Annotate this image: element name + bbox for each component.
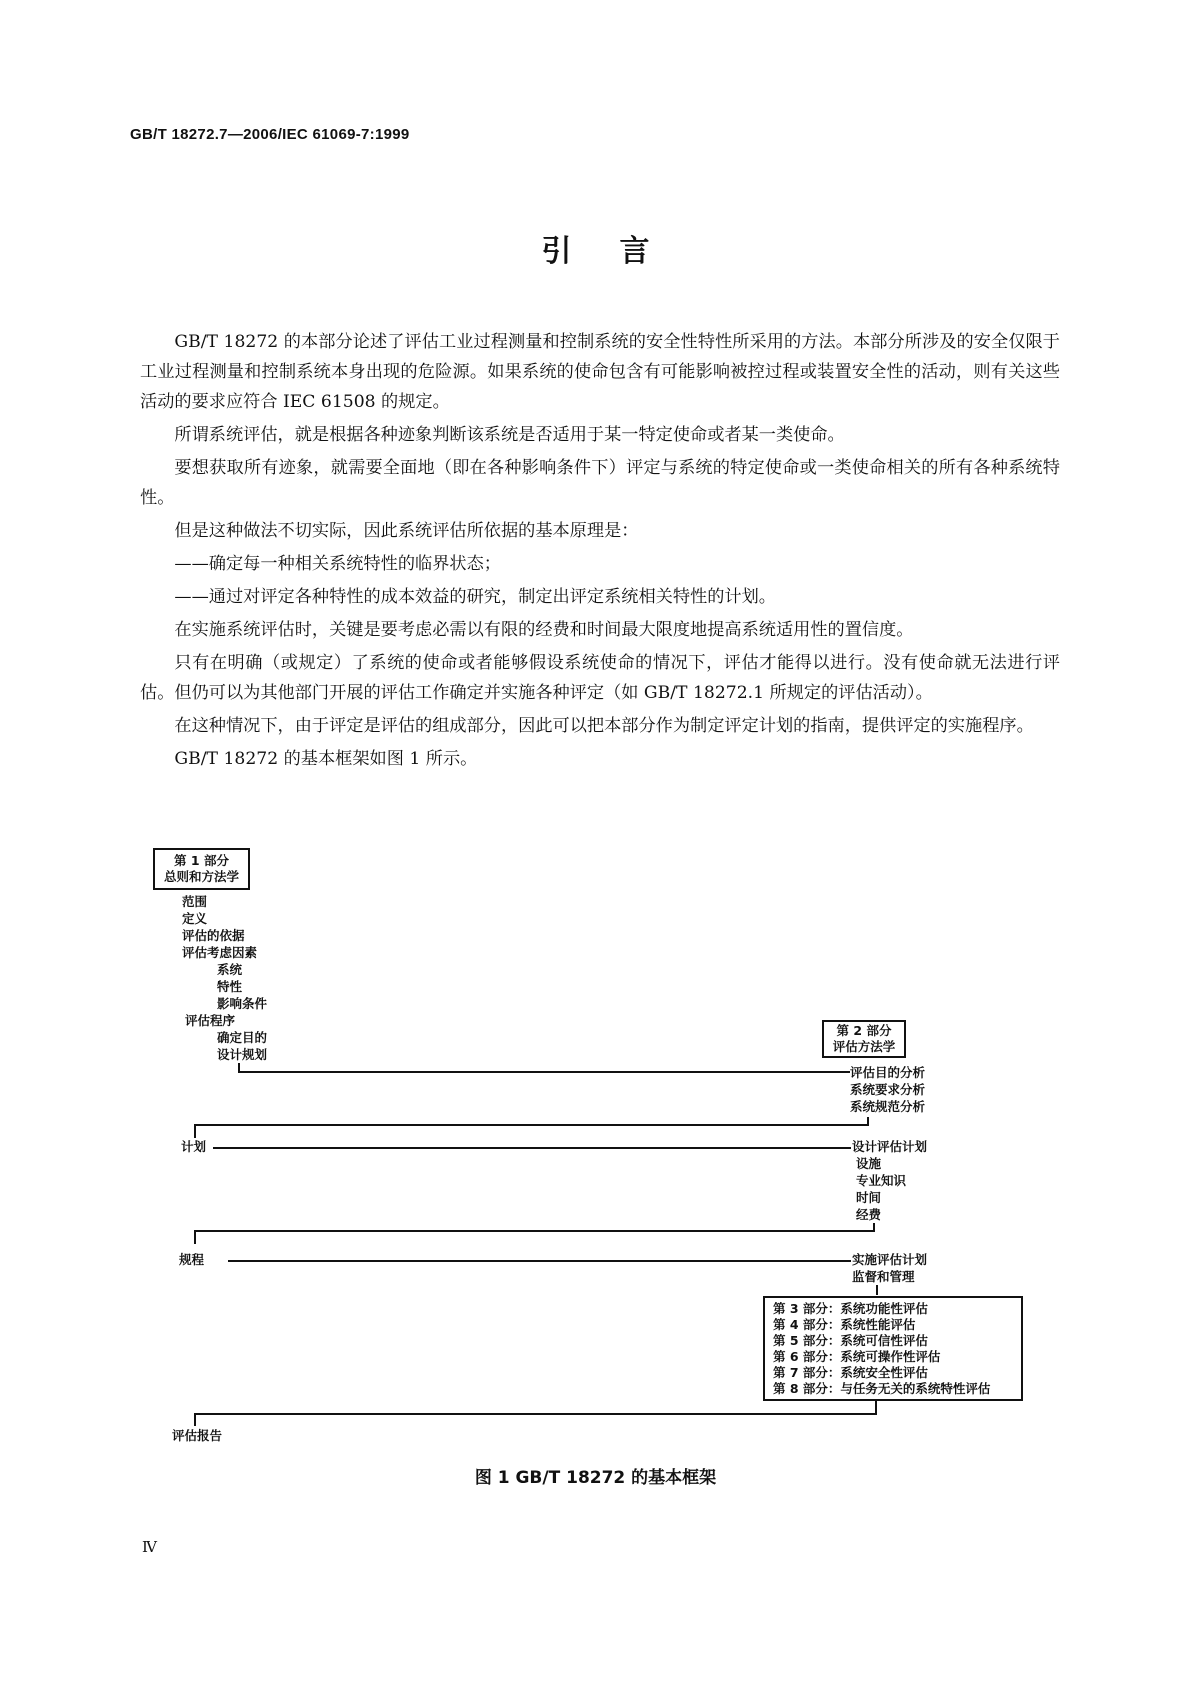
procedure-item-supervise: 监督和管理 bbox=[852, 1269, 915, 1284]
part1-item-basis: 评估的依据 bbox=[182, 928, 245, 943]
part1-subitem-influencing: 影响条件 bbox=[217, 996, 268, 1011]
connector-line bbox=[194, 1124, 869, 1126]
part1-subitem-system: 系统 bbox=[217, 962, 243, 977]
part1-subtitle: 总则和方法学 bbox=[163, 869, 239, 884]
paragraph: 要想获取所有迹象，就需要全面地（即在各种影响条件下）评定与系统的特定使命或一类使命相关的所有各种系统特性。 bbox=[140, 458, 1060, 508]
connector-line bbox=[238, 1071, 850, 1073]
paragraph: 在实施系统评估时，关键是要考虑必需以有限的经费和时间最大限度地提高系统适用性的置信度。 bbox=[174, 620, 914, 640]
part-list-item: 第 8 部分：与任务无关的系统特性评估 bbox=[773, 1381, 991, 1396]
part1-subitem-objectives: 确定目的 bbox=[217, 1030, 268, 1045]
part2-item-objective-analysis: 评估目的分析 bbox=[850, 1065, 926, 1080]
paragraph: 在这种情况下，由于评定是评估的组成部分，因此可以把本部分作为制定评定计划的指南，提供评定的实施程序。 bbox=[174, 716, 1034, 736]
part-list-item: 第 3 部分：系统功能性评估 bbox=[773, 1301, 928, 1316]
connector-tick bbox=[238, 1063, 240, 1073]
part2-subtitle: 评估方法学 bbox=[832, 1039, 896, 1054]
page-title: 引言 bbox=[541, 234, 698, 269]
connector-line bbox=[213, 1147, 851, 1149]
paragraph: 只有在明确（或规定）了系统的使命或者能够假设系统使命的情况下，评估才能得以进行。没有使命就无法进行评估。但仍可以为其他部门开展的评估工作确定并实施各种评定（如 GB/T 18272.1 所规定的评估活动）。 bbox=[140, 653, 1060, 703]
procedure-label: 规程 bbox=[179, 1252, 205, 1267]
standard-header: GB/T 18272.7—2006/IEC 61069-7:1999 bbox=[130, 126, 410, 143]
part1-subitem-properties: 特性 bbox=[217, 979, 243, 994]
part2-title: 第 2 部分 bbox=[836, 1023, 892, 1038]
connector-tick bbox=[876, 1285, 878, 1295]
connector-line bbox=[194, 1230, 875, 1232]
connector-tick bbox=[194, 1230, 196, 1244]
part1-item-scope: 范围 bbox=[182, 894, 208, 909]
plan-label: 计划 bbox=[181, 1139, 207, 1154]
parts-3-to-8-box bbox=[763, 1296, 1023, 1401]
figure-caption: 图 1 GB/T 18272 的基本框架 bbox=[474, 1468, 717, 1488]
part-list-item: 第 4 部分：系统性能评估 bbox=[773, 1317, 916, 1332]
connector-line bbox=[228, 1260, 851, 1262]
connector-tick bbox=[867, 1117, 869, 1126]
plan-item-design-plan: 设计评估计划 bbox=[852, 1139, 928, 1154]
plan-item-expertise: 专业知识 bbox=[856, 1173, 907, 1188]
list-item: ——通过对评定各种特性的成本效益的研究，制定出评定系统相关特性的计划。 bbox=[174, 587, 776, 607]
introduction-body bbox=[140, 327, 1060, 777]
part1-title: 第 1 部分 bbox=[174, 853, 229, 868]
list-item: ——确定每一种相关系统特性的临界状态； bbox=[174, 554, 501, 574]
part1-subitem-design: 设计规划 bbox=[217, 1047, 268, 1062]
part1-item-considerations: 评估考虑因素 bbox=[182, 945, 258, 960]
page-number: Ⅳ bbox=[142, 1538, 157, 1556]
connector-tick bbox=[875, 1401, 877, 1415]
part1-item-definitions: 定义 bbox=[182, 911, 208, 926]
part1-item-procedure: 评估程序 bbox=[185, 1013, 236, 1028]
part-list-item: 第 5 部分：系统可信性评估 bbox=[773, 1333, 928, 1348]
part2-item-specification-analysis: 系统规范分析 bbox=[850, 1099, 926, 1114]
plan-item-time: 时间 bbox=[856, 1190, 882, 1205]
procedure-item-execute-plan: 实施评估计划 bbox=[852, 1252, 928, 1267]
part2-box bbox=[822, 1020, 906, 1058]
part-list-item: 第 7 部分：系统安全性评估 bbox=[773, 1365, 928, 1380]
paragraph: 所谓系统评估，就是根据各种迹象判断该系统是否适用于某一特定使命或者某一类使命。 bbox=[174, 425, 845, 445]
connector-tick bbox=[194, 1413, 196, 1426]
connector-tick bbox=[873, 1223, 875, 1232]
part1-box bbox=[153, 848, 250, 890]
paragraph: GB/T 18272 的基本框架如图 1 所示。 bbox=[174, 749, 478, 769]
part-list-item: 第 6 部分：系统可操作性评估 bbox=[773, 1349, 941, 1364]
part2-item-requirements-analysis: 系统要求分析 bbox=[850, 1082, 926, 1097]
paragraph: 但是这种做法不切实际，因此系统评估所依据的基本原理是： bbox=[174, 521, 639, 541]
connector-tick bbox=[194, 1124, 196, 1138]
connector-line bbox=[194, 1413, 877, 1415]
plan-item-funds: 经费 bbox=[856, 1207, 882, 1222]
report-label: 评估报告 bbox=[172, 1428, 223, 1443]
plan-item-facilities: 设施 bbox=[856, 1156, 882, 1171]
paragraph: GB/T 18272 的本部分论述了评估工业过程测量和控制系统的安全性特性所采用的方法。本部分所涉及的安全仅限于工业过程测量和控制系统本身出现的危险源。如果系统的使命包含有可能影响被控过程或装置安全性的活动，则有关这些活动的要求应符合 IEC 61508 的规定。 bbox=[140, 332, 1060, 412]
